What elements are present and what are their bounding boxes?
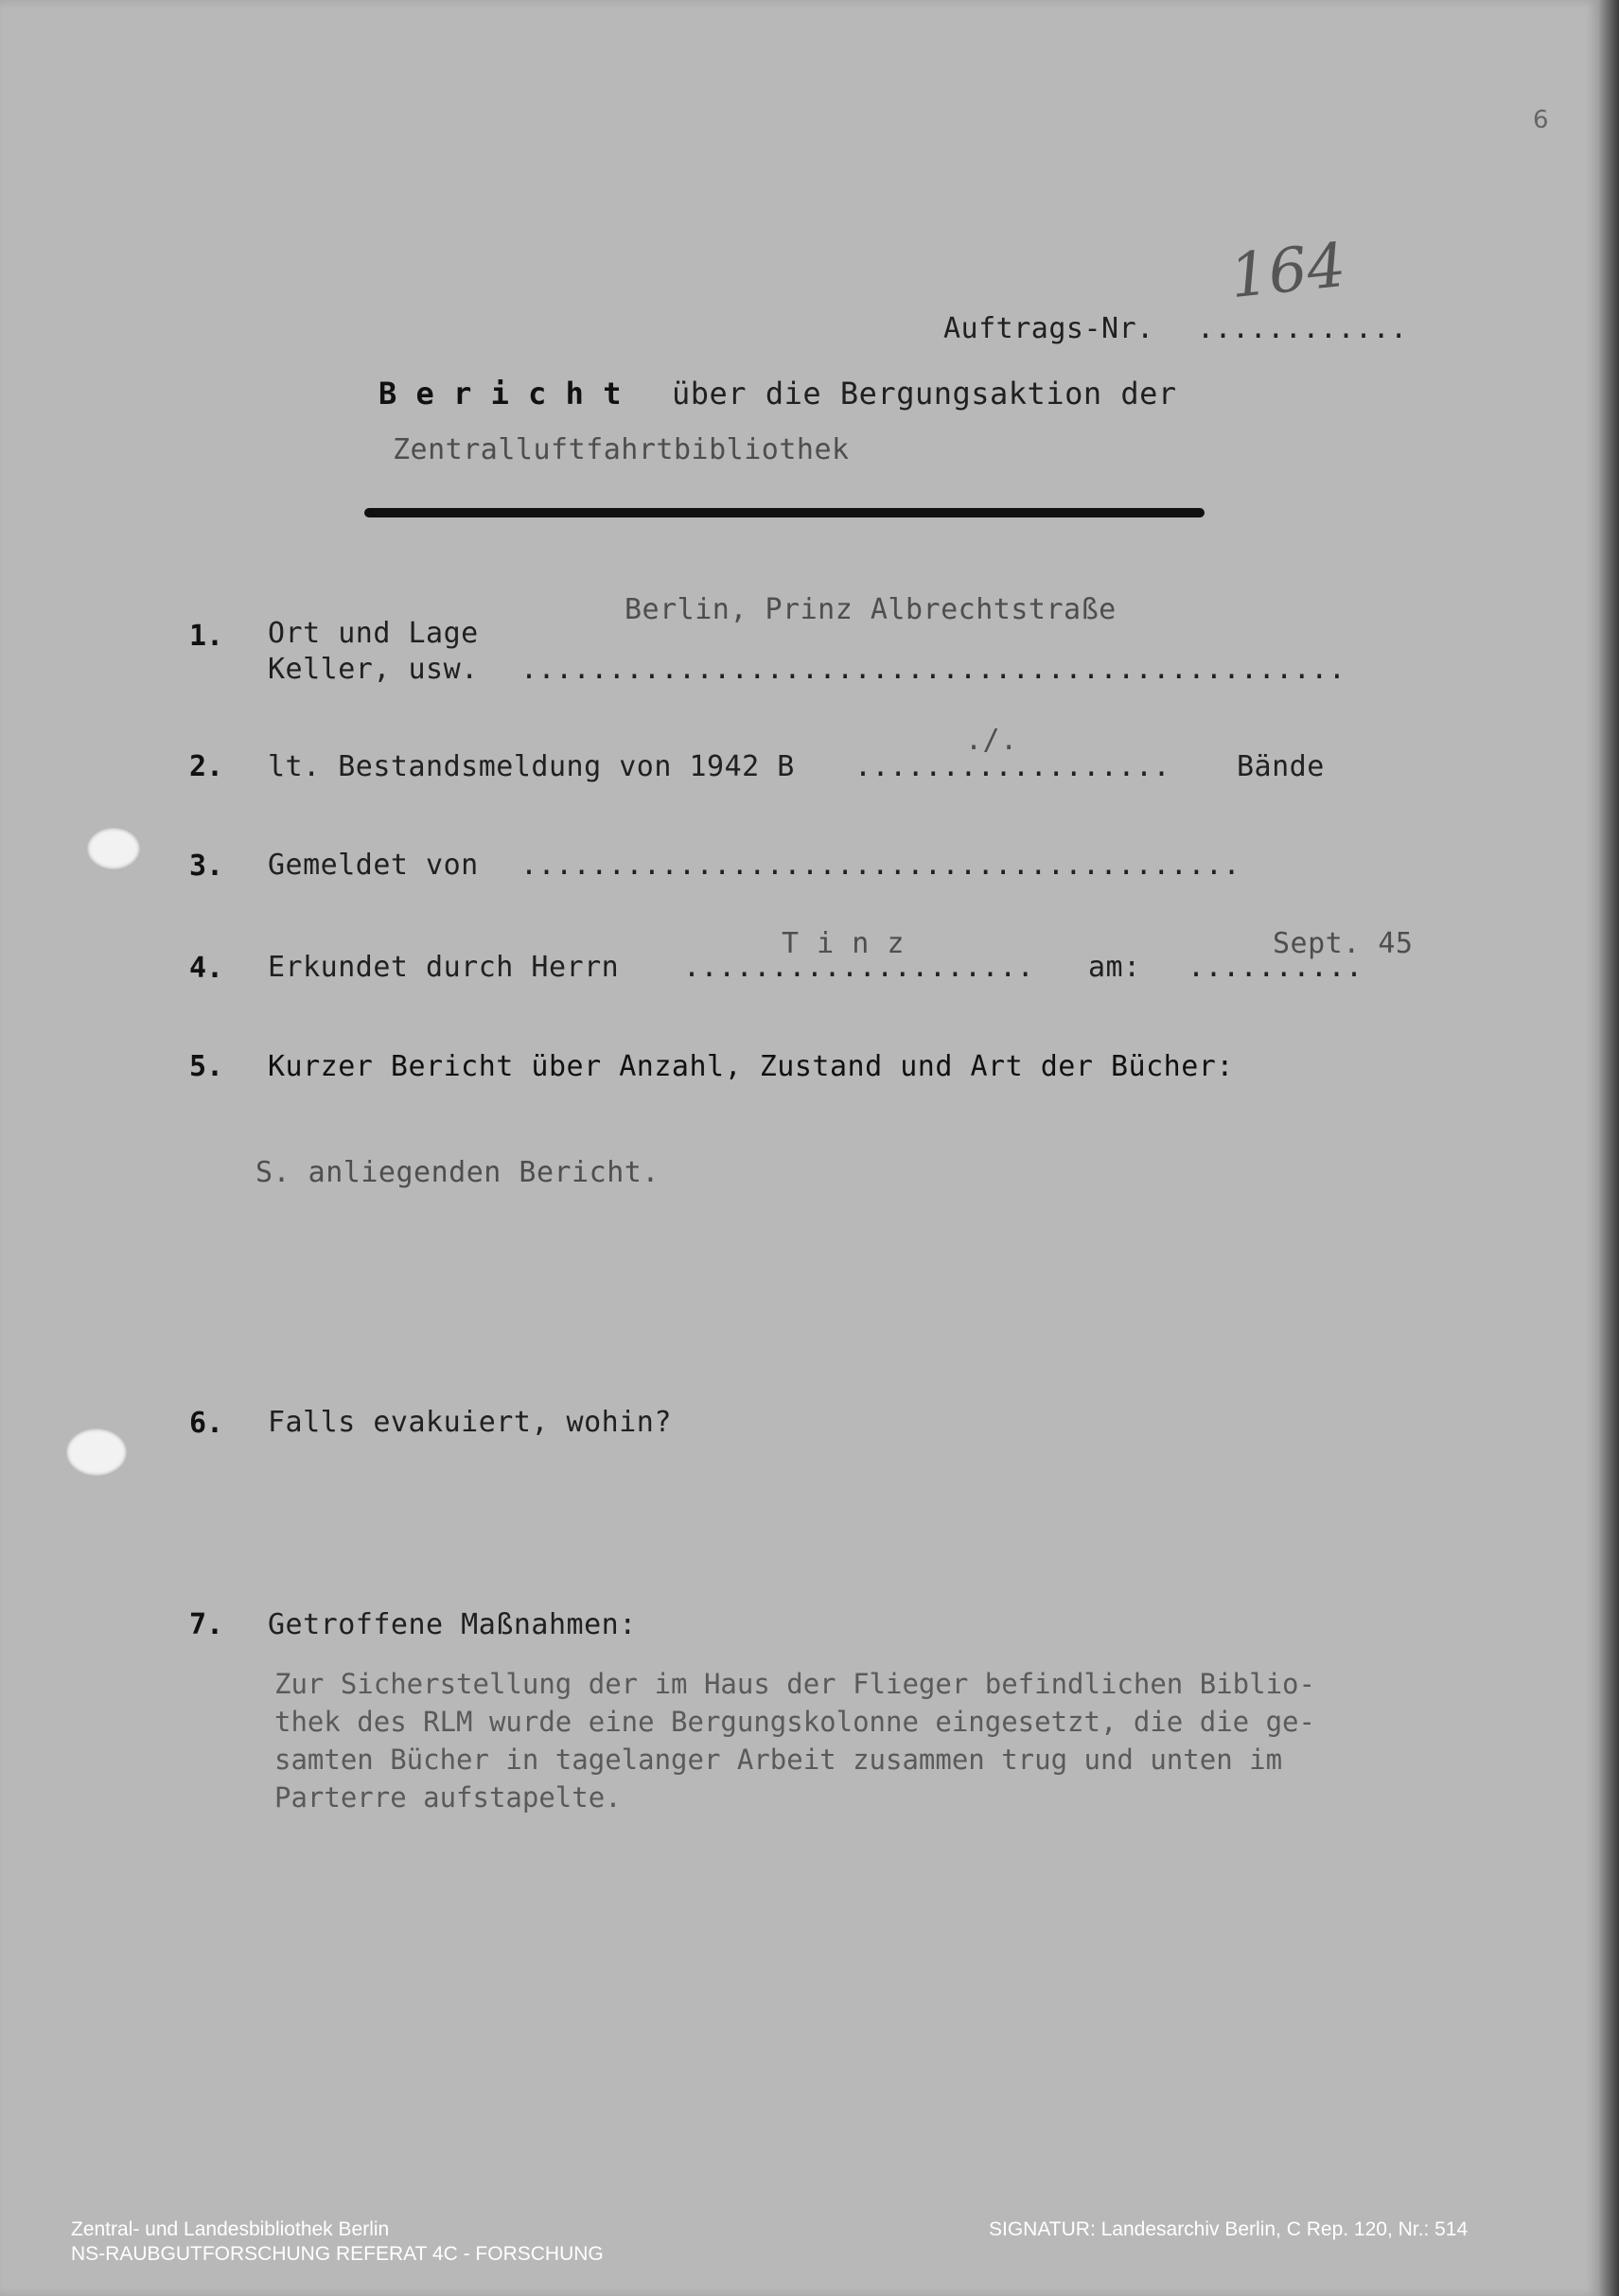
handwritten-order-number: 164 xyxy=(1226,230,1349,313)
item-4-am-label: am: xyxy=(1088,951,1141,984)
punch-hole-lower xyxy=(66,1428,127,1476)
punch-hole-upper xyxy=(87,828,140,869)
item-4-am-dots: .......... xyxy=(1188,951,1364,984)
item-7-label: Getroffene Maßnahmen: xyxy=(268,1608,637,1641)
title-underline xyxy=(364,508,1205,517)
item-3-dots: ......................................... xyxy=(520,849,1241,882)
item-5-value: S. anliegenden Bericht. xyxy=(255,1156,660,1189)
item-2-label: lt. Bestandsmeldung von 1942 B xyxy=(268,750,795,783)
item-5-label: Kurzer Bericht über Anzahl, Zustand und Art der Bücher: xyxy=(268,1050,1234,1083)
item-5-number: 5. xyxy=(189,1050,224,1083)
item-1-label: Ort und Lage xyxy=(268,617,479,650)
item-2-number: 2. xyxy=(189,750,224,783)
item-4-am-value: Sept. 45 xyxy=(1273,927,1414,960)
title-emphasis: B e r i c h t xyxy=(378,376,622,412)
auftrag-dots: ............ xyxy=(1197,312,1408,345)
corner-page-mark: 6 xyxy=(1533,106,1549,134)
footer-signature: SIGNATUR: Landesarchiv Berlin, C Rep. 120, Nr.: 514 xyxy=(989,2218,1469,2240)
page-edge-shadow xyxy=(1599,0,1619,2296)
footer-left-line1: Zentral- und Landesbibliothek Berlin xyxy=(71,2218,390,2240)
item-2-value: ./. xyxy=(965,724,1018,757)
massnahmen-line: Parterre aufstapelte. xyxy=(274,1781,622,1814)
footer-left-line2: NS-RAUBGUTFORSCHUNG REFERAT 4C - FORSCHUNG xyxy=(71,2243,604,2265)
item-4-number: 4. xyxy=(189,952,224,985)
item-6-label: Falls evakuiert, wohin? xyxy=(268,1406,672,1439)
item-4-dots: .................... xyxy=(683,951,1035,984)
massnahmen-line: Zur Sicherstellung der im Haus der Flieger befindlichen Biblio- xyxy=(274,1668,1315,1700)
massnahmen-line: thek des RLM wurde eine Bergungskolonne eingesetzt, die die ge- xyxy=(274,1706,1315,1738)
massnahmen-line: samten Bücher in tagelanger Arbeit zusammen trug und unten im xyxy=(274,1744,1283,1776)
massnahmen-paragraph xyxy=(274,1665,1523,1816)
item-1-label2: Keller, usw. xyxy=(268,653,479,686)
item-1-value: Berlin, Prinz Albrechtstraße xyxy=(625,593,1117,626)
auftrag-label: Auftrags-Nr. xyxy=(943,312,1154,345)
item-1-number: 1. xyxy=(189,620,224,653)
item-2-suffix: Bände xyxy=(1237,750,1325,783)
item-4-label: Erkundet durch Herrn xyxy=(268,951,620,984)
item-3-label: Gemeldet von xyxy=(268,849,479,882)
title-rest: über die Bergungsaktion der xyxy=(672,376,1177,412)
title-library: Zentralluftfahrtbibliothek xyxy=(393,433,850,466)
item-2-dots: .................. xyxy=(854,750,1171,783)
item-6-number: 6. xyxy=(189,1407,224,1440)
item-1-dots: ............................................... xyxy=(520,653,1346,686)
item-3-number: 3. xyxy=(189,850,224,883)
item-7-number: 7. xyxy=(189,1608,224,1641)
item-4-value: T i n z xyxy=(782,927,905,960)
